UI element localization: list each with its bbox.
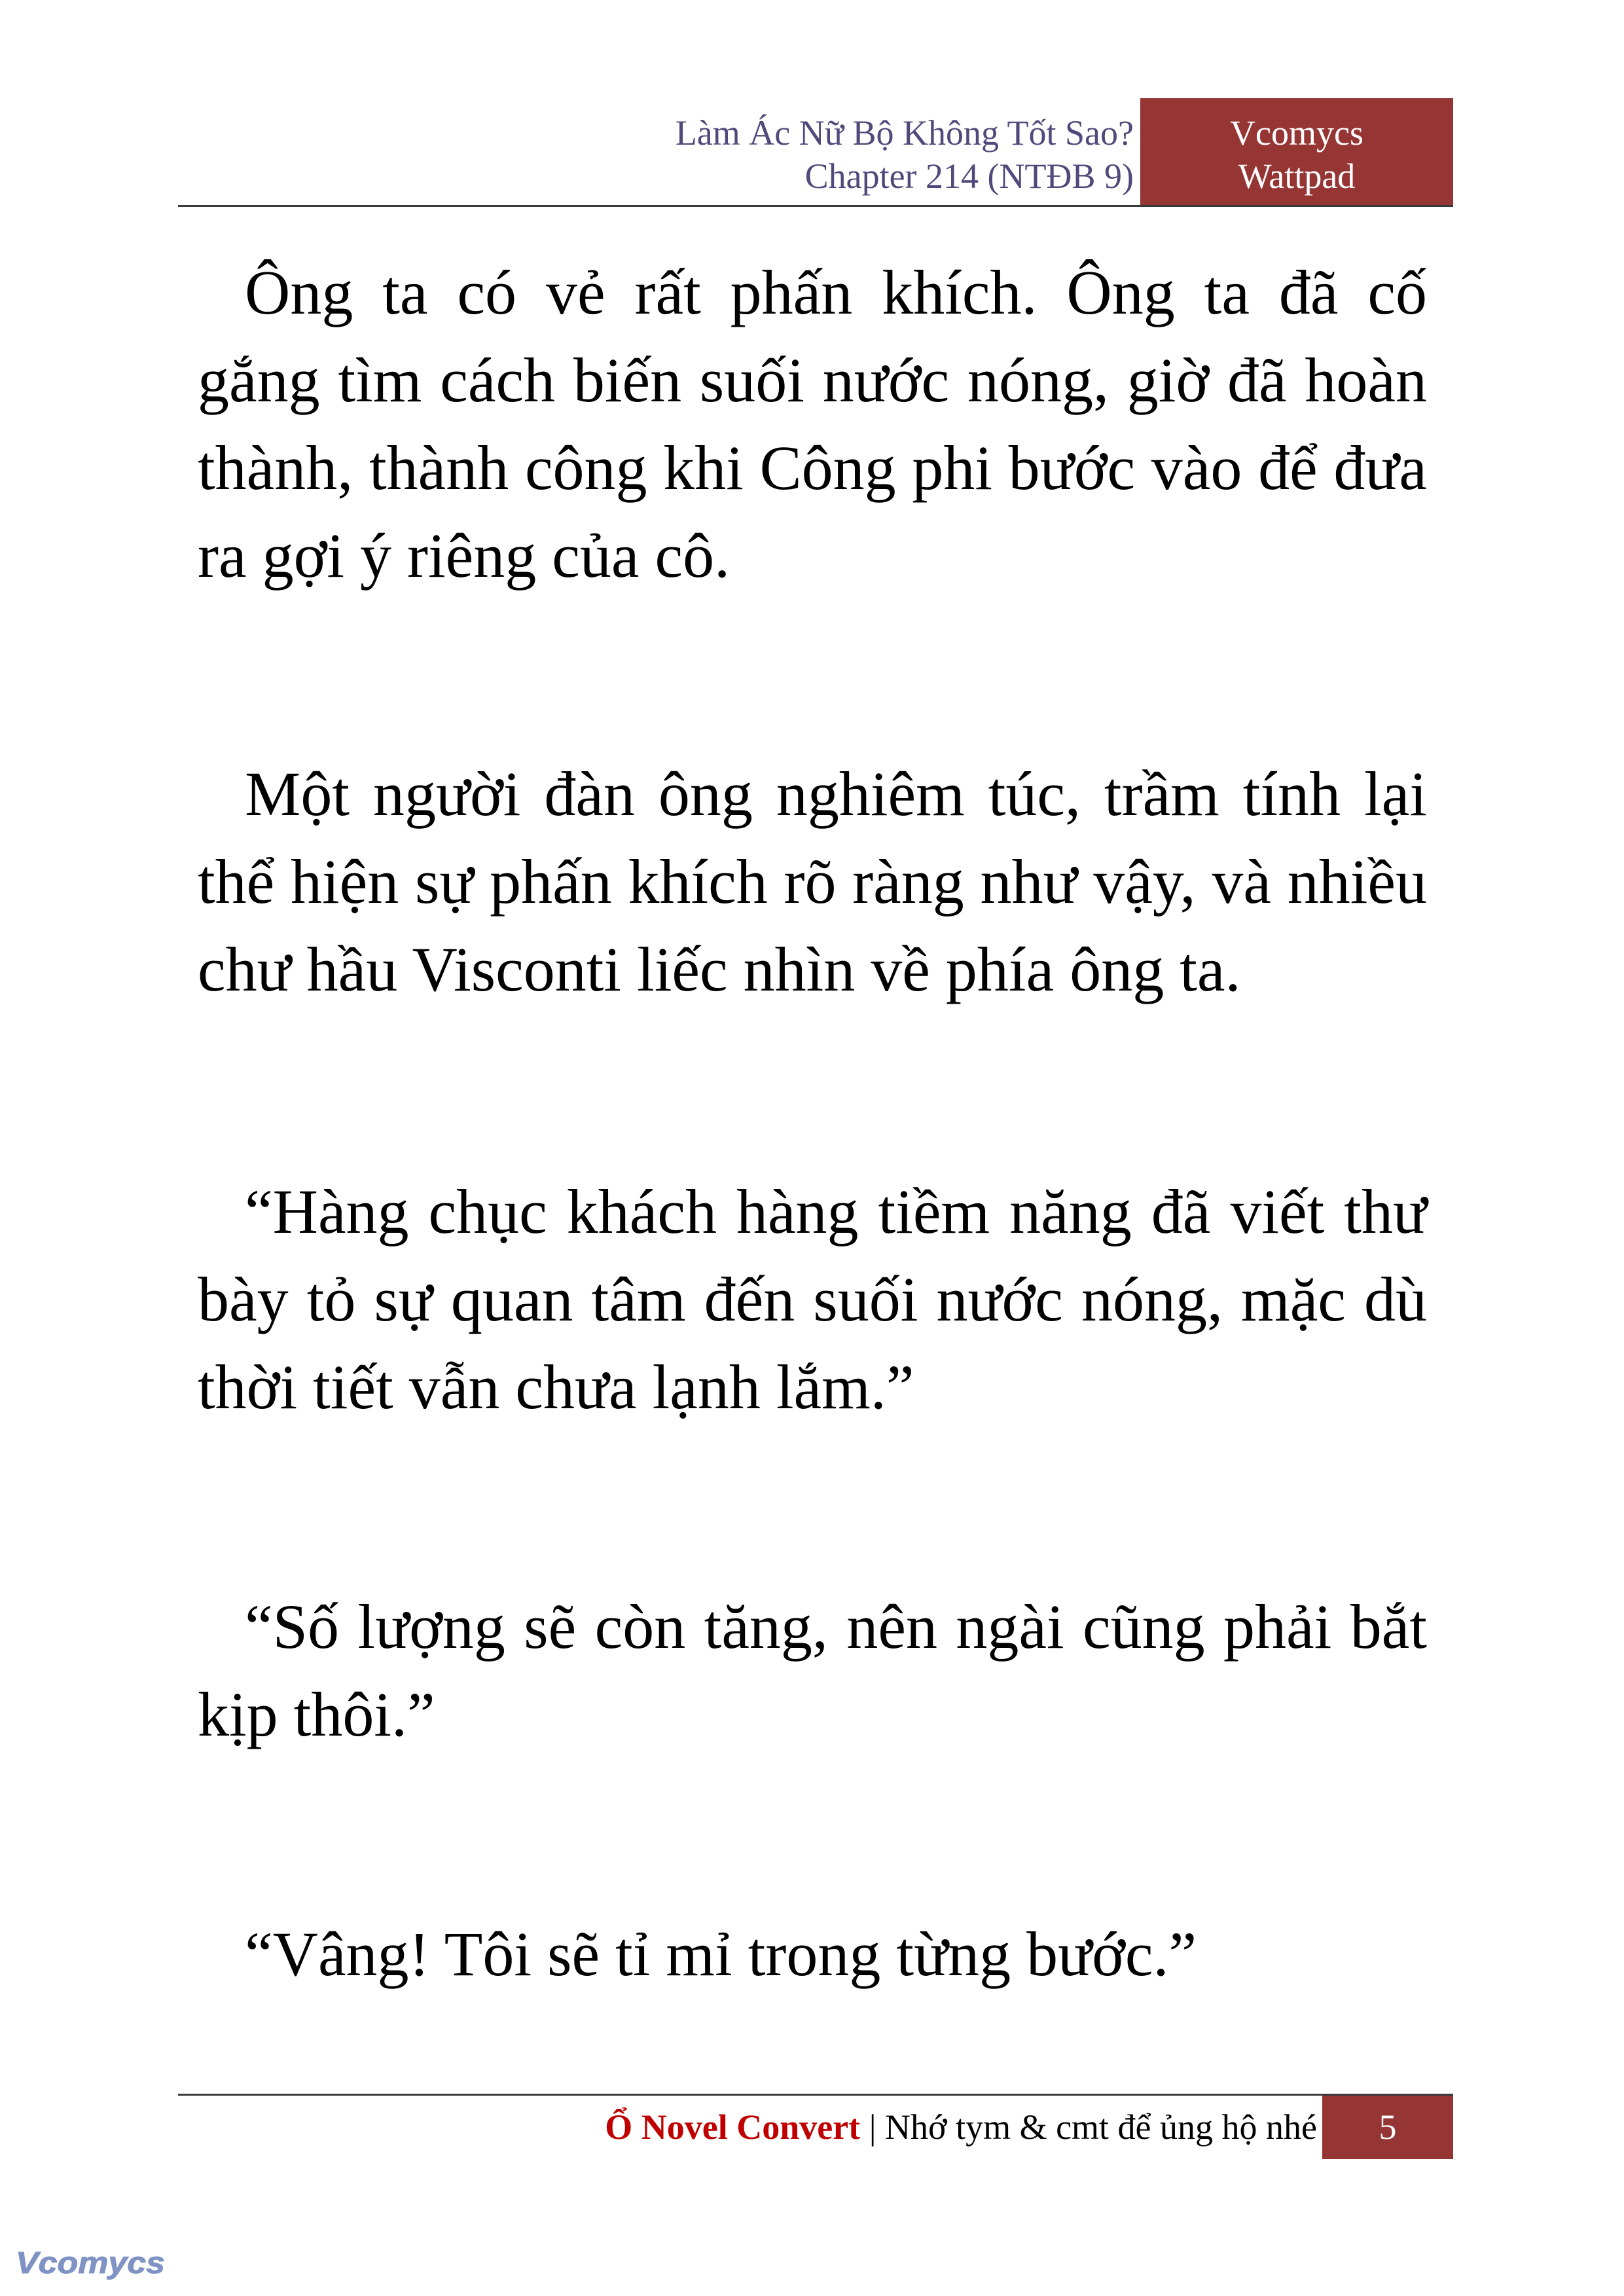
book-title: Làm Ác Nữ Bộ Không Tốt Sao? bbox=[675, 113, 1134, 153]
paragraph-5: “Vâng! Tôi sẽ tỉ mỉ trong từng bước.” bbox=[245, 1919, 1197, 1989]
page-header bbox=[178, 98, 1453, 206]
paragraph-3: “Hàng chục khách hàng tiềm năng đã viết thư bày tỏ sự quan tâm đến suối nước nóng, mặc dù thời tiết vẫn chưa lạnh lắm.” bbox=[198, 1176, 1427, 1422]
watermark-text: Vcomycs bbox=[16, 2246, 165, 2280]
page-footer bbox=[178, 2094, 1453, 2159]
paragraph-spacer bbox=[198, 600, 1427, 750]
footer-message: Nhớ tym & cmt để ủng hộ nhé bbox=[885, 2107, 1317, 2147]
header-titles bbox=[178, 98, 1134, 206]
paragraph-spacer bbox=[198, 1431, 1427, 1583]
chapter-label: Chapter 214 (NTĐB 9) bbox=[804, 156, 1134, 196]
paragraph-1: Ông ta có vẻ rất phấn khích. Ông ta đã cố gắng tìm cách biến suối nước nóng, giờ đã hoàn thành, thành công khi Công phi bước vào để đưa ra gợi ý riêng của cô. bbox=[198, 257, 1427, 591]
paragraph-4: “Số lượng sẽ còn tăng, nên ngài cũng phải bắt kịp thôi.” bbox=[198, 1592, 1427, 1749]
chapter-body bbox=[198, 249, 1427, 1998]
source-badge bbox=[1140, 98, 1453, 206]
source-badge-line1: Vcomycs bbox=[1230, 113, 1363, 153]
footer-text bbox=[178, 2096, 1317, 2159]
paragraph-spacer bbox=[198, 1013, 1427, 1168]
page-number: 5 bbox=[1322, 2096, 1453, 2159]
vcomycs-watermark-logo bbox=[13, 2239, 170, 2285]
paragraph-spacer bbox=[198, 1758, 1427, 1910]
paragraph-2: Một người đàn ông nghiêm túc, trầm tính lại thể hiện sự phấn khích rõ ràng như vậy, và nhiều chư hầu Visconti liếc nhìn về phía ông ta. bbox=[198, 759, 1427, 1004]
header-divider bbox=[178, 205, 1453, 207]
footer-separator: | bbox=[860, 2107, 886, 2147]
footer-brand: Ổ Novel Convert bbox=[605, 2107, 861, 2147]
source-badge-line2: Wattpad bbox=[1238, 156, 1356, 196]
